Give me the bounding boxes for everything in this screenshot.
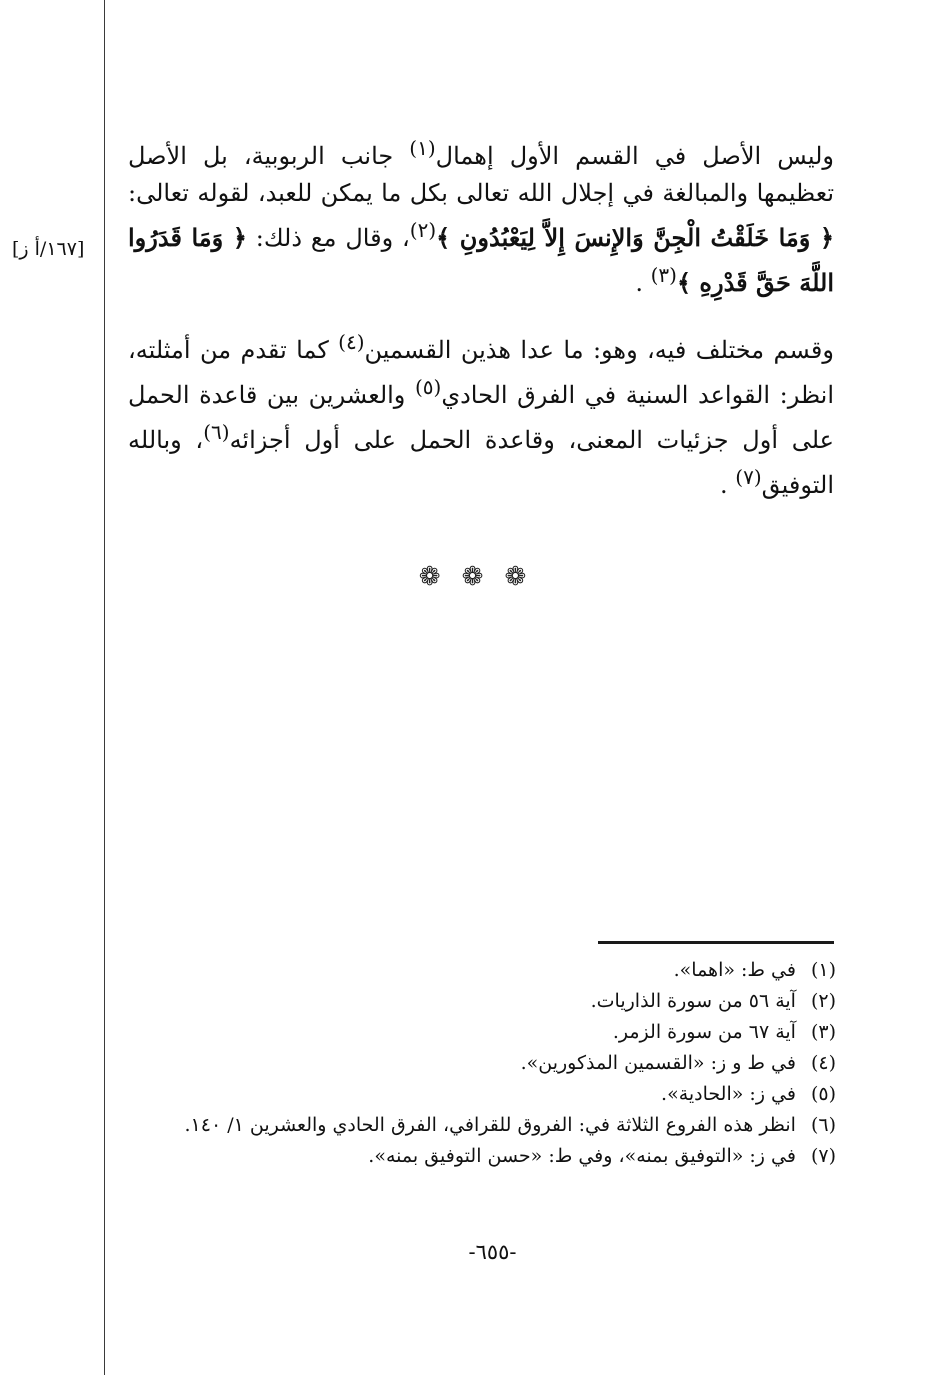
page-number: -٦٥٥- [468,1240,517,1264]
margin-rule [104,0,105,1375]
text-segment: وليس الأصل في القسم الأول إهمال [435,142,835,170]
footnote-number: (٤) [810,1052,836,1074]
footnote-ref-4[interactable]: (٤) [338,330,365,354]
footnote-text: في ط و ز: «القسمين المذكورين». [520,1052,796,1074]
footnote-5 [120,1079,836,1110]
footnote-6 [120,1110,836,1141]
footnote-text: في ز: «الحادية». [661,1083,796,1105]
footnote-number: (٥) [810,1083,836,1105]
text-segment: والعشرين بين قاعدة الحمل على أول جزئيات المعنى، وقاعدة الحمل على أول أجزائه [128,381,834,454]
footnote-ref-2[interactable]: (٢) [409,218,437,242]
footnote-ref-7[interactable]: (٧) [735,465,762,489]
text-segment: ، وبالله التوفيق [128,426,834,499]
footnote-number: (٢) [810,990,836,1012]
footnote-number: (١) [810,959,836,981]
footnote-ref-5[interactable]: (٥) [414,375,442,399]
main-text [128,130,834,526]
text-segment: وقسم مختلف فيه، وهو: ما عدا هذين القسمين [364,336,834,364]
footnote-ref-1[interactable]: (١) [409,136,436,160]
footnote-text: آية ٦٧ من سورة الزمر. [612,1021,796,1043]
footnote-ref-6[interactable]: (٦) [203,420,230,444]
footnote-text: انظر هذه الفروع الثلاثة في: الفروق للقرافي، الفرق الحادي والعشرين ١/ ١٤٠. [184,1114,796,1136]
footnote-number: (٣) [810,1021,836,1043]
footnote-number: (٦) [810,1114,836,1136]
text-segment: جانب الربوبية، بل الأصل تعظيمها والمبالغة في إجلال الله تعالى بكل ما يمكن للعبد، لقوله تعالى: [128,142,835,207]
quran-verse: ﴿ وَمَا قَدَرُوا اللَّهَ حَقَّ قَدْرِهِ ﴾ [128,223,834,297]
footnote-number: (٧) [810,1145,836,1167]
text-segment: . [635,269,651,297]
paragraph-2 [128,324,834,504]
footnote-2 [120,986,836,1017]
text-segment: . [720,471,736,499]
manuscript-folio-marker: [١٦٧/أ ز] [12,238,85,260]
text-segment: ، وقال مع ذلك: [246,224,410,252]
footnote-3 [120,1017,836,1048]
footnote-4 [120,1048,836,1079]
footnote-text: في ط: «اهما». [673,959,796,981]
footnote-text: آية ٥٦ من سورة الذاريات. [590,990,796,1012]
footnote-text: في ز: «التوفيق بمنه»، وفي ط: «حسن التوفيق بمنه». [368,1145,796,1167]
flower-ornament-icon: ❁ [504,562,527,592]
paragraph-1 [128,130,834,302]
text-segment: كما تقدم من أمثلته، انظر: القواعد السنية في الفرق الحادي [128,336,835,409]
section-divider [0,562,945,592]
flower-ornament-icon: ❁ [461,562,484,592]
footnotes [120,955,836,1172]
footnote-separator [598,941,834,944]
quran-verse: ﴿ وَمَا خَلَقْتُ الْجِنَّ وَالإِنسَ إِلاَّ لِيَعْبُدُونِ ﴾ [436,223,835,252]
flower-ornament-icon: ❁ [418,562,441,592]
footnote-ref-3[interactable]: (٣) [650,263,677,287]
footnote-7 [120,1141,836,1172]
footnote-1 [120,955,836,986]
